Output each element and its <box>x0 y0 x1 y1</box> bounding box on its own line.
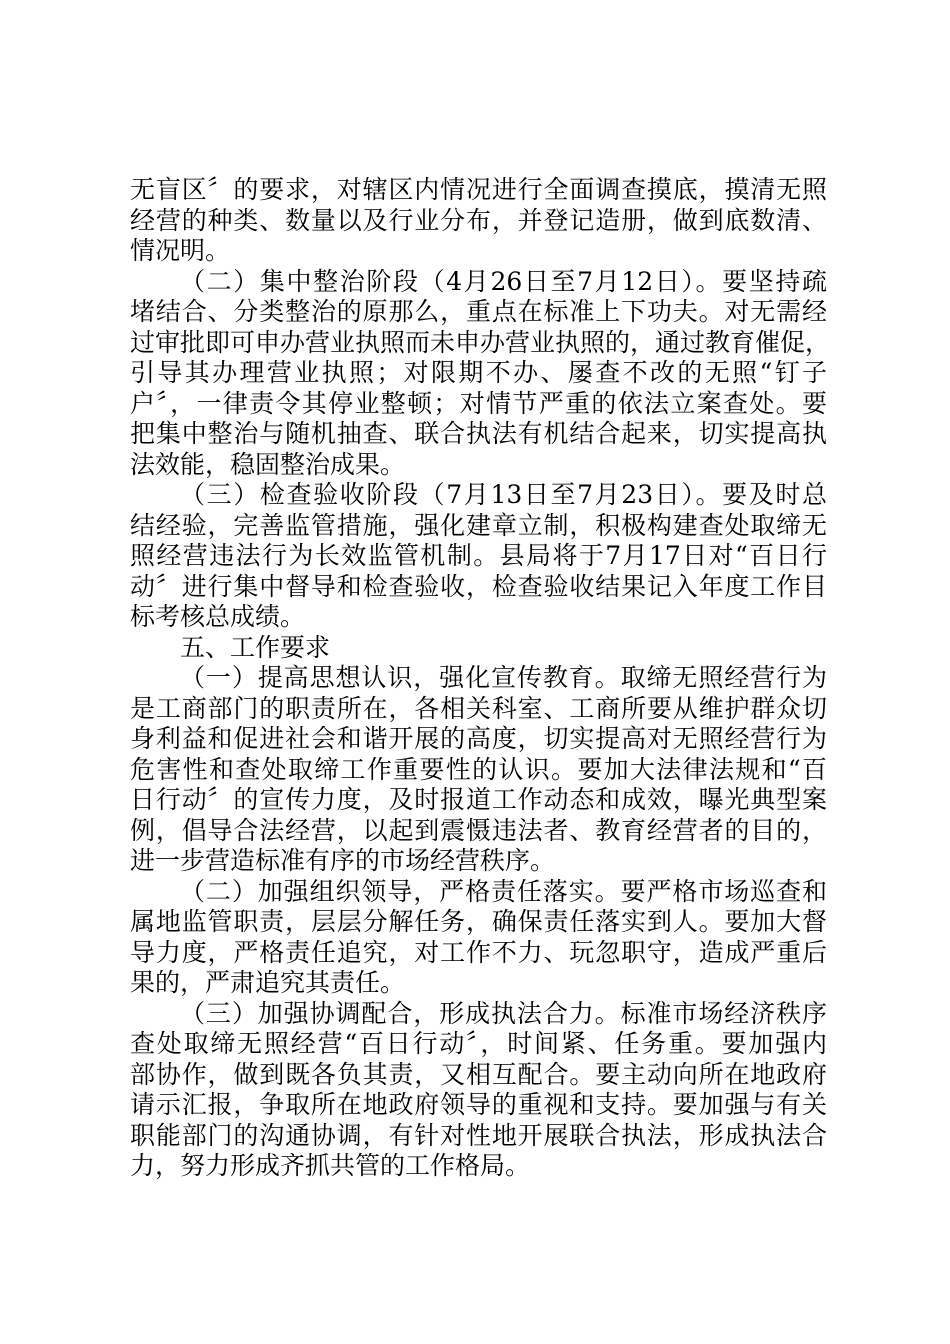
text-line: 情况明。 <box>130 236 231 265</box>
text-line: 职能部门的沟通协调，有针对性地开展联合执法，形成执法合 <box>130 1120 827 1150</box>
text-line: 把集中整治与随机抽查、联合执法有机结合起来，切实提高执 <box>130 419 827 448</box>
document-body <box>130 175 831 1182</box>
text-line: 身利益和促进社会和谐开展的高度，切实提高对无照经营行为 <box>130 724 827 753</box>
text-line: （二）集中整治阶段（4月26日至7月12日）。要坚持疏 <box>180 266 827 296</box>
text-line: 结经验，完善监管措施，强化建章立制，积极构建查处取缔无 <box>130 510 827 540</box>
text-line: 例，倡导合法经营，以起到震慑违法者、教育经营者的目的， <box>130 815 827 845</box>
text-line: 动〞进行集中督导和检查验收，检查验收结果记入年度工作目 <box>130 571 827 601</box>
text-line: 经营的种类、数量以及行业分布，并登记造册，做到底数清、 <box>130 205 827 235</box>
section-heading-text: 五、工作要求 <box>180 632 331 662</box>
paragraph-rectification-stage <box>130 266 831 481</box>
text-line: 无盲区〞的要求，对辖区内情况进行全面调查摸底，摸清无照 <box>130 175 827 204</box>
text-line: 法效能，稳固整治成果。 <box>130 449 406 479</box>
paragraph-survey-continuation <box>130 175 827 267</box>
text-line: 查处取缔无照经营“百日行动〞，时间紧、任务重。要加强内 <box>130 1029 827 1058</box>
paragraph-requirement-coordination <box>130 999 827 1182</box>
text-line: 请示汇报，争取所在地政府领导的重视和支持。要加强与有关 <box>130 1090 827 1119</box>
text-line: 果的，严肃追究其责任。 <box>130 968 406 997</box>
text-line: 危害性和查处取缔工作重要性的认识。要加大法律法规和“百 <box>130 754 827 784</box>
text-line: 进一步营造标准有序的市场经营秩序。 <box>130 846 556 875</box>
text-line: 户〞，一律责令其停业整顿；对情节严重的依法立案查处。要 <box>130 388 827 418</box>
text-line: 日行动〞的宣传力度，及时报道工作动态和成效，曝光典型案 <box>130 785 827 814</box>
text-line: 力，努力形成齐抓共管的工作格局。 <box>130 1151 531 1180</box>
text-line: 标考核总成绩。 <box>130 602 306 631</box>
text-line: （三）检查验收阶段（7月13日至7月23日）。要及时总 <box>180 480 827 509</box>
text-line: 是工商部门的职责所在，各相关科室、工商所要从维护群众切 <box>130 693 827 723</box>
paragraph-requirement-leadership <box>130 877 827 999</box>
text-line: 部协作，做到既各负其责，又相互配合。要主动向所在地政府 <box>130 1059 827 1089</box>
text-line: 过审批即可申办营业执照而未申办营业执照的，通过教育催促， <box>130 327 831 357</box>
text-line: 照经营违法行为长效监管机制。县局将于7月17日对“百日行 <box>130 541 827 570</box>
text-line: 导力度，严格责任追究，对工作不力、玩忽职守，造成严重后 <box>130 937 827 967</box>
text-line: （一）提高思想认识，强化宣传教育。取缔无照经营行为 <box>180 663 827 692</box>
paragraph-requirement-awareness <box>130 663 827 877</box>
text-line: 堵结合、分类整治的原那么，重点在标准上下功夫。对无需经 <box>130 297 827 326</box>
section-heading <box>130 633 827 664</box>
text-line: （二）加强组织领导，严格责任落实。要严格市场巡查和 <box>180 876 827 906</box>
text-line: 属地监管职责，层层分解任务，确保责任落实到人。要加大督 <box>130 907 827 936</box>
paragraph-inspection-stage <box>130 480 827 633</box>
text-line: （三）加强协调配合，形成执法合力。标准市场经济秩序 <box>180 998 827 1028</box>
text-line: 引导其办理营业执照；对限期不办、屡查不改的无照“钉子 <box>130 358 827 387</box>
